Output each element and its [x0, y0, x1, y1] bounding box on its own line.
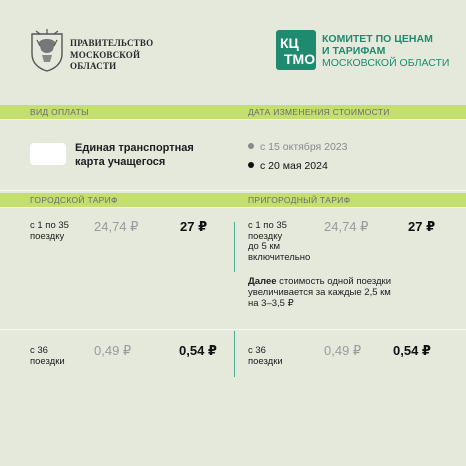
suburban-row2-label: [248, 346, 283, 367]
city-row1-new-price: 27 ₽: [180, 219, 208, 234]
card-name: [75, 142, 194, 169]
suburban-divider-line: [234, 222, 235, 272]
divider: [0, 207, 466, 208]
logo-letters-bottom: ТМО: [284, 51, 316, 67]
bullet-icon: [248, 162, 254, 168]
suburban-note: [248, 276, 391, 309]
gov-line: ПРАВИТЕЛЬСТВО: [70, 38, 154, 48]
divider: [0, 119, 466, 120]
payment-type-label: ВИД ОПЛАТЫ: [30, 107, 89, 117]
city-row2-label: [30, 346, 65, 367]
divider: [0, 329, 466, 330]
tariff-header-bar: [0, 193, 466, 207]
note-bold: Далее: [248, 276, 277, 287]
note-line: на 3–3,5 ₽: [248, 298, 294, 309]
note-line: увеличивается за каждые 2,5 км: [248, 287, 391, 298]
suburban-divider-line: [234, 331, 235, 377]
label-line: поездку: [248, 230, 283, 242]
note-line: [248, 276, 391, 287]
suburban-row1-old-price: 24,74 ₽: [324, 219, 369, 234]
city-tariff-label: ГОРОДСКОЙ ТАРИФ: [30, 195, 118, 205]
date-new-text: с 20 мая 2024: [260, 160, 328, 172]
committee-title: [322, 34, 449, 69]
committee-logo-icon: [276, 30, 316, 70]
label-line: поездку: [30, 230, 65, 242]
city-row2-new-price: 0,54 ₽: [179, 343, 217, 358]
logo-letters-top: КЦ: [280, 35, 299, 51]
suburban-row2-old-price: 0,49 ₽: [324, 343, 362, 358]
divider: [0, 190, 466, 191]
suburban-tariff-label: ПРИГОРОДНЫЙ ТАРИФ: [248, 195, 351, 205]
card-icon: [30, 143, 66, 165]
label-line: поездки: [30, 355, 65, 367]
city-row2-old-price: 0,49 ₽: [94, 343, 132, 358]
label-line: с 36: [30, 345, 48, 356]
label-line: поездки: [248, 355, 283, 367]
date-old-text: с 15 октября 2023: [260, 141, 348, 153]
card-line: Единая транспортная: [75, 142, 194, 154]
gov-line: ОБЛАСТИ: [70, 61, 117, 71]
suburban-row1-new-price: 27 ₽: [408, 219, 436, 234]
date-new: [248, 160, 328, 172]
label-line: включительно: [248, 251, 311, 263]
city-row1-old-price: 24,74 ₽: [94, 219, 139, 234]
gov-line: МОСКОВСКОЙ: [70, 49, 141, 60]
suburban-row2-new-price: 0,54 ₽: [393, 343, 431, 358]
date-old: [248, 141, 348, 153]
note-rest: стоимость одной поездки: [276, 276, 392, 287]
bullet-icon: [248, 143, 254, 149]
label-line: с 1 по 35: [30, 220, 69, 231]
card-line: карта учащегося: [75, 155, 166, 168]
label-line: с 1 по 35: [248, 220, 287, 231]
committee-line: МОСКОВСКОЙ ОБЛАСТИ: [322, 57, 450, 69]
label-line: до 5 км: [248, 241, 281, 252]
suburban-row1-label: [248, 221, 310, 263]
moscow-region-emblem-icon: [28, 28, 66, 72]
committee-line: И ТАРИФАМ: [322, 44, 386, 57]
change-date-label: ДАТА ИЗМЕНЕНИЯ СТОИМОСТИ: [248, 107, 390, 117]
city-row1-label: [30, 221, 69, 242]
payment-header-bar: [0, 105, 466, 119]
committee-line: КОМИТЕТ ПО ЦЕНАМ: [322, 33, 433, 45]
government-title: [70, 38, 153, 73]
label-line: с 36: [248, 345, 266, 356]
